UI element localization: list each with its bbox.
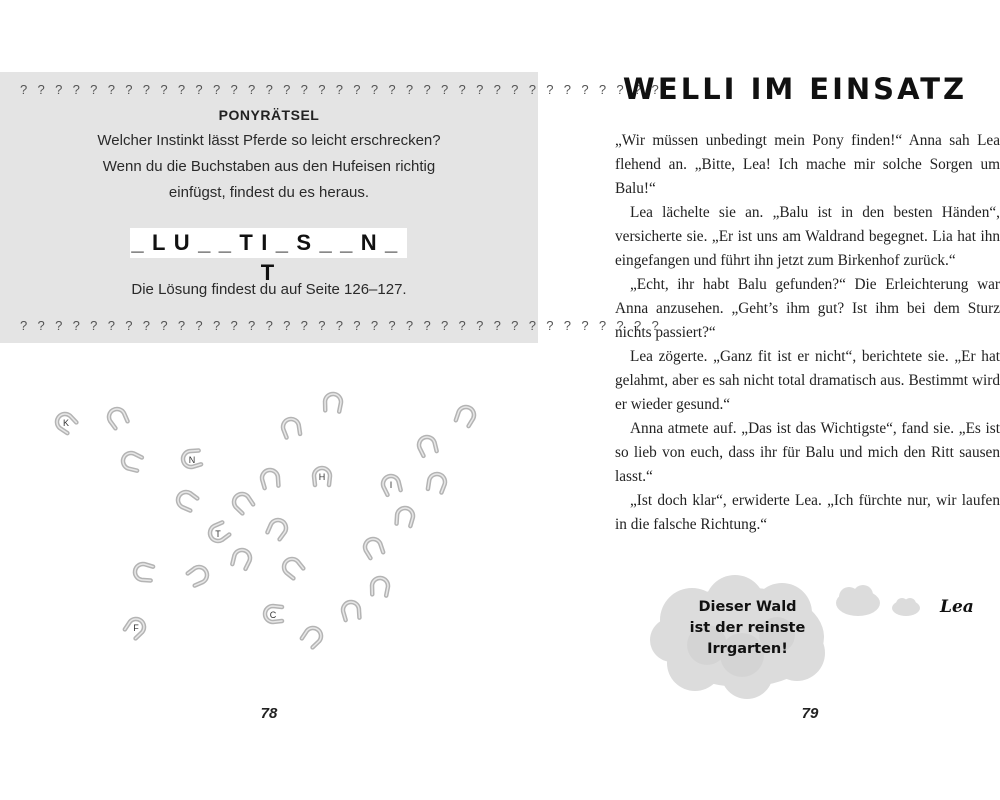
puzzle-instruction-line-2: einfügst, findest du es heraus.: [168, 184, 370, 201]
svg-text:T: T: [215, 529, 221, 539]
page-number-left: 78: [260, 705, 278, 722]
svg-text:F: F: [133, 623, 139, 633]
horseshoe-icon: [261, 469, 280, 489]
story-paragraph: Lea lächelte sie an. „Balu ist in den besten Händen“, versicherte sie. „Er ist uns am Waldrand begegnet. Lia hat ihn eingefangen und führt ihn jetzt zum Birkenhof zurück.“: [615, 204, 1000, 269]
svg-text:C: C: [269, 610, 277, 620]
horseshoe-letter-k: [54, 411, 77, 434]
svg-text:K: K: [62, 418, 70, 428]
horseshoe-icon: [175, 489, 198, 511]
horseshoe-icon: [121, 451, 142, 472]
story-paragraph: Lea zögerte. „Ganz fit ist er nicht“, berichtete sie. „Er hat gelahmt, aber es sah nicht total dramatisch aus. Bestimmt wird er wieder gesund.“: [615, 348, 1000, 413]
thought-bubble-dot-large: [833, 583, 883, 619]
horseshoe-letter-c: [265, 606, 282, 622]
story-paragraph: „Echt, ihr habt Balu gefunden?“ Die Erleichterung war Anna anzusehen. „Geht’s ihm gut? Ist ihm bei dem Sturz nichts passiert?“: [615, 276, 1000, 341]
horseshoe-icon: [267, 517, 289, 540]
horseshoe-icon: [187, 564, 210, 586]
svg-text:H: H: [318, 472, 326, 482]
horseshoe-icon: [134, 563, 154, 582]
page-number-right: 79: [801, 705, 819, 722]
speaker-name: Lea: [940, 597, 974, 617]
horseshoe-letter-n: [182, 450, 202, 469]
horseshoe-icon: [427, 472, 447, 493]
horseshoe-icon: [281, 417, 301, 438]
solution-hint: Die Lösung findest du auf Seite 126–127.: [131, 281, 407, 298]
right-page: [590, 0, 1000, 800]
horseshoe-icon: [281, 556, 304, 579]
horseshoe-icon: [301, 625, 324, 648]
puzzle-instruction-line-1: Wenn du die Buchstaben aus den Hufeisen richtig: [102, 158, 436, 175]
horseshoe-icon: [396, 507, 415, 527]
svg-text:N: N: [188, 455, 196, 465]
horseshoe-icon: [342, 601, 361, 621]
puzzle-question: Welcher Instinkt lässt Pferde so leicht erschrecken?: [97, 132, 441, 149]
story-paragraph: „Ist doch klar“, erwiderte Lea. „Ich fürchte nur, wir laufen in die falsche Richtung.“: [615, 492, 1000, 533]
horseshoe-icon: [231, 491, 254, 514]
horseshoe-icon: [417, 435, 438, 456]
horseshoe-letter-t: [207, 522, 230, 544]
chapter-title: WELLI IM EINSATZ: [622, 72, 968, 106]
pony-puzzle-box: [0, 72, 663, 343]
answer-pattern: _ L U _ _ T I _ S _ _ N _ T: [131, 230, 406, 285]
horseshoe-scatter: [0, 360, 538, 700]
thought-bubble-text: Dieser Wald ist der reinste Irrgarten!: [689, 599, 806, 657]
svg-text:I: I: [389, 480, 393, 490]
story-paragraph: Anna atmete auf. „Das ist das Wichtigste“, fand sie. „Es ist so lieb von euch, dass ihr für Balu und mich den Ritt sausen lasst.“: [615, 420, 1000, 485]
horseshoe-icon: [106, 406, 128, 429]
story-paragraph: „Wir müssen unbedingt mein Pony finden!“ Anna sah Lea flehend an. „Bitte, Lea! Ich mache mir solche Sorgen um Balu!“: [615, 132, 1000, 197]
horseshoe-letter-f: [124, 616, 147, 639]
question-mark-border-top: ? ? ? ? ? ? ? ? ? ? ? ? ? ? ? ? ? ? ? ? ? ? ? ? ? ? ? ? ? ? ? ? ? ? ? ? ?: [20, 82, 663, 97]
answer-blanks: [130, 228, 407, 285]
horseshoe-icon: [371, 577, 388, 595]
horseshoe-icon: [362, 536, 384, 558]
question-mark-border-bottom: ? ? ? ? ? ? ? ? ? ? ? ? ? ? ? ? ? ? ? ? ? ? ? ? ? ? ? ? ? ? ? ? ? ? ? ? ?: [20, 318, 663, 333]
horseshoe-icon: [231, 548, 252, 569]
horseshoe-letter-i: [381, 474, 402, 495]
puzzle-title: PONYRÄTSEL: [218, 107, 320, 123]
horseshoe-icon: [455, 404, 477, 426]
horseshoe-letter-h: [314, 468, 330, 485]
horseshoe-icon: [324, 393, 341, 411]
thought-bubble-dot-small: [890, 596, 922, 618]
story-text: [615, 129, 1000, 537]
